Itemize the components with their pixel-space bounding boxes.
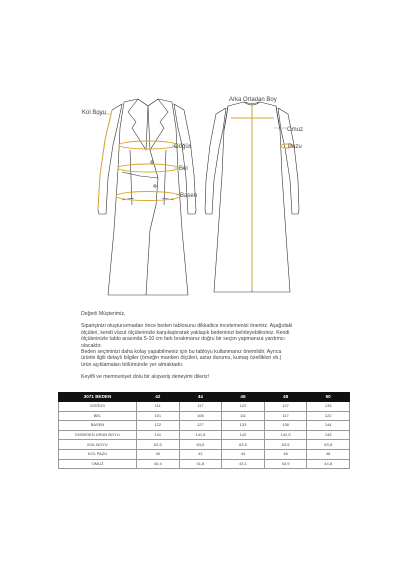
notice-line: Siparişinizi oluştururmadan önce beden tablosunu dikkatlice incelemenizi öneririz. Aşağıdaki (81, 323, 293, 330)
table-cell: OMUZ (59, 459, 137, 469)
sleeve-length-label: Kol Boyu (82, 110, 107, 116)
notice-closing: Keyifli ve memnuniyet dolu bir alışveriş deneyimi dileriz! (81, 374, 210, 381)
table-cell: 63,5 (307, 440, 350, 450)
table-cell: 142 (222, 430, 265, 440)
table-cell: 117 (264, 411, 307, 421)
table-cell: 101 (137, 411, 180, 421)
table-cell: 111 (222, 411, 265, 421)
table-cell: 144 (307, 421, 350, 431)
notice-line: olacaktır. (81, 342, 102, 349)
table-cell: 40 (137, 449, 180, 459)
notice-line: ürünle ilgili detaylı bilgiler (örneğin manken ölçüleri, astar durumu, kumaş özellikleri vb.) (81, 355, 282, 362)
table-cell: 44,8 (307, 459, 350, 469)
table-cell: 63,5 (137, 440, 180, 450)
notice-greeting: Değerli Müşterimiz, (81, 311, 126, 317)
size-table (58, 392, 350, 469)
table-cell: 44 (222, 449, 265, 459)
bicep-label: Pazu (288, 144, 302, 150)
table-row (59, 440, 350, 450)
table-cell: 63,5 (179, 440, 222, 450)
front-button (154, 185, 156, 187)
header-cell: 42 (137, 393, 180, 402)
customer-notice (81, 311, 326, 381)
table-cell: 143 (307, 430, 350, 440)
table-cell: 142,5 (264, 430, 307, 440)
table-cell: 141,5 (179, 430, 222, 440)
table-cell: KOL BOYU (59, 440, 137, 450)
table-cell: 122 (222, 402, 265, 412)
header-cell: 3071 BEDEN (59, 393, 137, 402)
table-cell: BEL (59, 411, 137, 421)
table-row (59, 449, 350, 459)
table-row (59, 411, 350, 421)
notice-line: ürün açıklamaları bölümünde yer almaktadır. (81, 361, 184, 368)
table-cell: 122 (137, 421, 180, 431)
header-cell: 48 (264, 393, 307, 402)
notice-line: ölçüleri, kendi vücut ölçülerinizle karşılaştırarak yaklaşık bedeninizi belirleyebilirsiniz. Kendi (81, 329, 290, 336)
table-cell: 117 (179, 402, 222, 412)
table-cell: GÖĞÜS (59, 402, 137, 412)
table-cell: 127 (179, 421, 222, 431)
table-row (59, 402, 350, 412)
shoulder-label: Omuz (287, 127, 304, 133)
table-cell: 46 (264, 449, 307, 459)
table-cell: 63,5 (222, 440, 265, 450)
size-table-header (59, 393, 350, 402)
notice-line: ölçülerinizle tablo arasında 5-10 cm fark bırakmanız doğru bir seçim yapmanıza yardımcı (81, 336, 285, 343)
waist-label: Bel (179, 166, 188, 172)
notice-line: Beden seçiminizi daha kolay yapabilmeniz için bu tabloyu kullanmanız önemlidir. Ayrıca (81, 349, 282, 356)
header-cell: 46 (222, 393, 265, 402)
table-cell: 127 (264, 402, 307, 412)
table-cell: 43,9 (264, 459, 307, 469)
header-cell: 44 (179, 393, 222, 402)
table-row (59, 421, 350, 431)
table-row (59, 459, 350, 469)
table-cell: 133 (307, 402, 350, 412)
front-button (151, 161, 153, 163)
table-cell: 106 (179, 411, 222, 421)
table-cell: 111 (137, 402, 180, 412)
table-cell: KOL PAZU (59, 449, 137, 459)
back-length-label: Arka Ortadan Boy (229, 97, 277, 103)
hip-label: Basen (180, 193, 198, 199)
table-cell: 63,5 (264, 440, 307, 450)
table-row (59, 430, 350, 440)
chest-label: Göğüs (174, 144, 192, 150)
table-cell: 41,8 (179, 459, 222, 469)
table-cell: 122 (307, 411, 350, 421)
table-cell: BASEN (59, 421, 137, 431)
table-cell: 141 (137, 430, 180, 440)
table-cell: 40,4 (137, 459, 180, 469)
table-cell: 43,1 (222, 459, 265, 469)
table-cell: 48 (307, 449, 350, 459)
table-cell: 133 (222, 421, 265, 431)
header-cell: 50 (307, 393, 350, 402)
table-cell: 138 (264, 421, 307, 431)
table-cell: 42 (179, 449, 222, 459)
table-cell: ENSEDEN ÜRÜN BOYU (59, 430, 137, 440)
